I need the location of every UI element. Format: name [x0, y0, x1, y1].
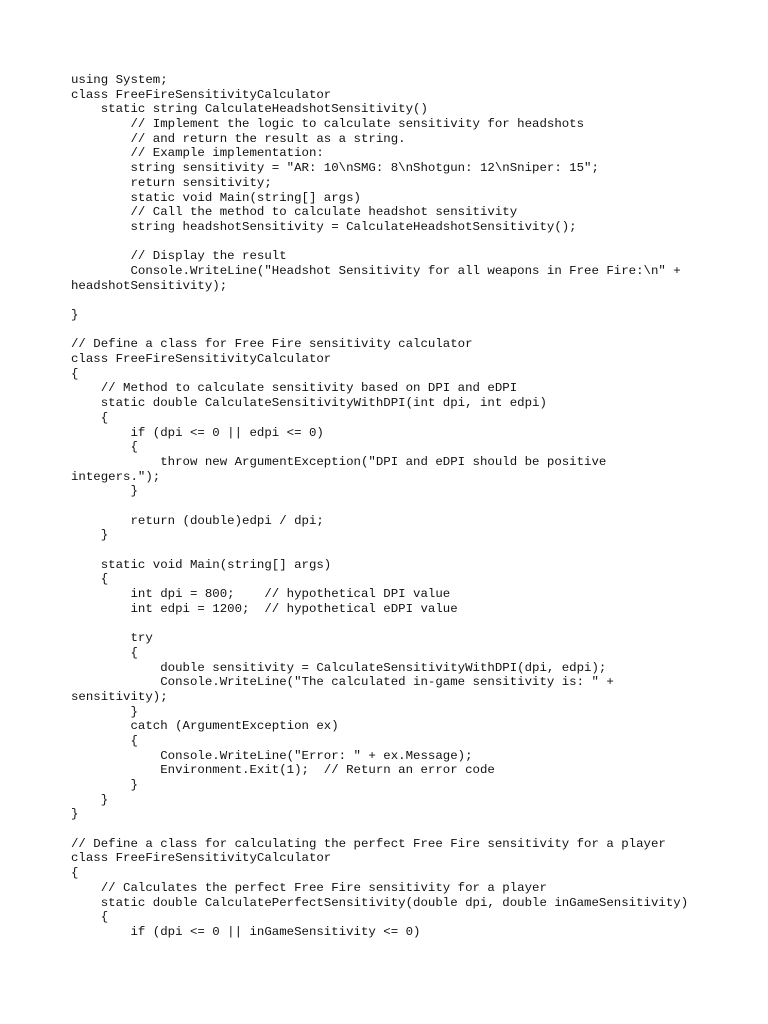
code-line: try: [71, 631, 153, 646]
code-line: static string CalculateHeadshotSensitivity(): [71, 102, 428, 117]
code-line: class FreeFireSensitivityCalculator: [71, 851, 332, 866]
code-line: // Call the method to calculate headshot sensitivity: [71, 205, 518, 220]
code-line: class FreeFireSensitivityCalculator: [71, 87, 332, 102]
code-line: if (dpi <= 0 || edpi <= 0): [71, 425, 324, 440]
code-line: static double CalculateSensitivityWithDPI(int dpi, int edpi): [71, 396, 547, 411]
code-line: sensitivity);: [71, 689, 168, 704]
code-line: [71, 293, 751, 308]
code-line: class FreeFireSensitivityCalculator: [71, 352, 332, 367]
code-listing: [71, 73, 751, 940]
code-line: {: [71, 733, 138, 748]
code-line: static void Main(string[] args): [71, 190, 361, 205]
code-line: {: [71, 366, 79, 381]
code-line: }: [71, 528, 109, 543]
code-line: double sensitivity = CalculateSensitivityWithDPI(dpi, edpi);: [71, 660, 607, 675]
code-line: [71, 235, 751, 250]
code-line: Console.WriteLine("Error: " + ex.Message);: [71, 748, 473, 763]
code-line: Console.WriteLine("Headshot Sensitivity for all weapons in Free Fire:\n" +: [71, 263, 681, 278]
code-line: string headshotSensitivity = CalculateHeadshotSensitivity();: [71, 219, 577, 234]
code-line: // Define a class for Free Fire sensitivity calculator: [71, 337, 473, 352]
code-line: }: [71, 792, 109, 807]
code-line: }: [71, 308, 79, 322]
code-line: [71, 323, 751, 338]
code-line: }: [71, 807, 79, 822]
code-line: }: [71, 484, 138, 499]
code-line: // Implement the logic to calculate sensitivity for headshots: [71, 117, 585, 132]
code-line: }: [71, 778, 138, 792]
code-line: // Calculates the perfect Free Fire sensitivity for a player: [71, 880, 547, 895]
code-line: [71, 616, 751, 631]
code-line: {: [71, 910, 109, 925]
code-line: // and return the result as a string.: [71, 131, 406, 146]
code-line: Console.WriteLine("The calculated in-game sensitivity is: " +: [71, 675, 614, 690]
code-line: int edpi = 1200; // hypothetical eDPI value: [71, 601, 458, 616]
code-line: headshotSensitivity);: [71, 278, 228, 293]
code-line: throw new ArgumentException("DPI and eDPI should be positive: [71, 454, 607, 469]
code-line: // Display the result: [71, 249, 287, 264]
code-line: {: [71, 410, 109, 425]
code-line: {: [71, 572, 109, 587]
code-line: using System;: [71, 73, 168, 87]
code-line: // Define a class for calculating the perfect Free Fire sensitivity for a player: [71, 836, 666, 851]
code-line: // Example implementation:: [71, 146, 324, 161]
code-line: static double CalculatePerfectSensitivity(double dpi, double inGameSensitivity): [71, 895, 689, 910]
code-line: [71, 543, 751, 558]
code-line: {: [71, 645, 138, 660]
code-line: string sensitivity = "AR: 10\nSMG: 8\nShotgun: 12\nSniper: 15";: [71, 161, 599, 176]
code-line: [71, 499, 751, 514]
code-line: integers.");: [71, 469, 161, 484]
code-line: }: [71, 704, 138, 719]
code-line: Environment.Exit(1); // Return an error code: [71, 763, 495, 778]
code-line: // Method to calculate sensitivity based on DPI and eDPI: [71, 381, 518, 396]
code-line: if (dpi <= 0 || inGameSensitivity <= 0): [71, 924, 421, 939]
code-line: {: [71, 440, 138, 455]
code-line: static void Main(string[] args): [71, 557, 332, 572]
code-line: return (double)edpi / dpi;: [71, 513, 324, 528]
code-line: return sensitivity;: [71, 175, 272, 190]
code-line: catch (ArgumentException ex): [71, 719, 339, 734]
code-line: {: [71, 866, 79, 881]
code-line: int dpi = 800; // hypothetical DPI value: [71, 587, 451, 602]
code-line: [71, 822, 751, 837]
